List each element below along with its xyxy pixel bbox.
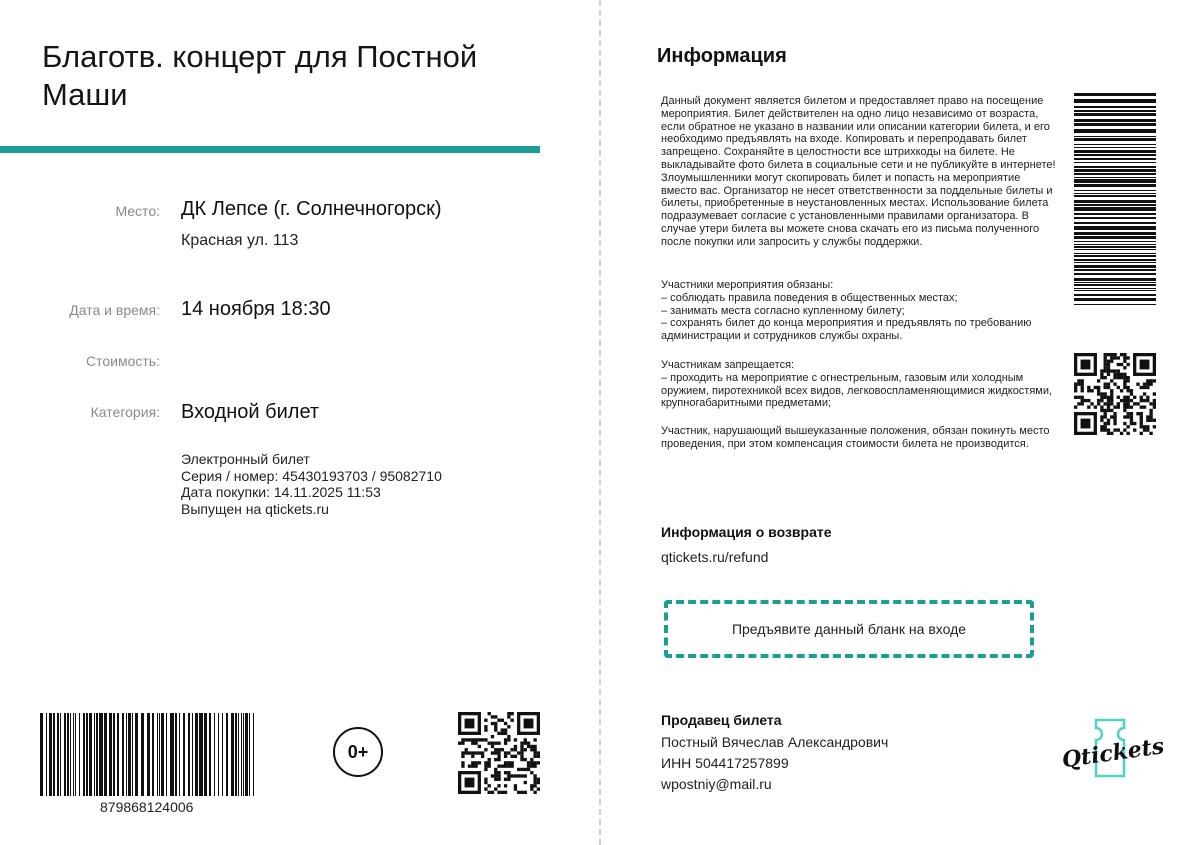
prohibited-heading: Участникам запрещается: (661, 359, 795, 371)
perforation-divider (599, 0, 601, 845)
datetime-label: Дата и время: (69, 302, 160, 318)
barcode-number: 879868124006 (100, 799, 194, 815)
ticket-meta (181, 451, 442, 517)
issued-by: Выпущен на qtickets.ru (181, 500, 329, 517)
seller-inn: ИНН 504417257899 (661, 755, 789, 771)
category-label: Категория: (90, 404, 160, 420)
duties-heading: Участники мероприятия обязаны: (661, 279, 834, 291)
refund-link[interactable]: qtickets.ru/refund (661, 549, 769, 565)
duty-item: – сохранять билет до конца мероприятия и предъявлять по требованию администрации и сотрудников службы охраны. (661, 317, 1032, 343)
qtickets-logo (1060, 716, 1170, 796)
info-paragraph: Данный документ является билетом и предоставляет право на посещение мероприятия. Билет действителен на одно лицо независимо от возраста, если обратное не указано в названии или описании категории билета, и его необходимо предъявлять на входе. Копировать и перепродавать билет запрещено. Сохраняйте в целостности все штрихкоды на билете. Не выкладывайте фото билета в социальные сети и не публикуйте в интернете! Злоумышленники могут скопировать билет и попасть на мероприятие вместо вас. Организатор не несет ответственности за поддельные билеты и билеты, приобретенные в неустановленных местах. Использование билета подразумевает согласие с установленными правилами организатора. В случае утери билета вы можете снова скачать его из письма полученного после покупки или запросить у службы поддержки. (661, 95, 1056, 248)
info-heading: Информация (657, 45, 787, 67)
seller-email[interactable]: wpostniy@mail.ru (661, 776, 772, 792)
seller-name: Постный Вячеслав Александрович (661, 734, 889, 750)
barcode-icon (40, 713, 254, 796)
qr-code-icon (1074, 353, 1156, 435)
prohibited-block (661, 359, 1056, 410)
barcode-icon (1074, 93, 1156, 305)
present-notice: Предъявите данный бланк на входе (731, 621, 967, 637)
event-title: Благотв. концерт для Постной Маши (42, 39, 478, 112)
price-label: Стоимость: (86, 353, 160, 369)
accent-line (0, 146, 540, 153)
place-label: Место: (115, 203, 160, 219)
purchase-date: Дата покупки: 14.11.2025 11:53 (181, 484, 381, 500)
ticket-series: Серия / номер: 45430193703 / 95082710 (181, 467, 442, 484)
seller-heading: Продавец билета (661, 712, 782, 728)
ticket-type: Электронный билет (181, 451, 310, 467)
qr-code-icon (458, 712, 540, 794)
duties-block (661, 279, 1056, 343)
age-rating-badge: 0+ (333, 727, 383, 777)
address: Красная ул. 113 (181, 232, 299, 249)
place-value: ДК Лепсе (г. Солнечногорск) (181, 198, 442, 220)
duty-item: – занимать места согласно купленному билету; (661, 304, 905, 317)
logo-text: Qtickets (1060, 733, 1166, 774)
refund-heading: Информация о возврате (661, 524, 832, 540)
prohibited-item: – проходить на мероприятие с огнестрельным, газовым или холодным оружием, пиротехникой всех видов, легковоспламеняющимися жидкостями, крупногабаритными предметами; (661, 371, 1053, 410)
datetime-value: 14 ноября 18:30 (181, 298, 331, 320)
violation-text: Участник, нарушающий вышеуказанные положения, обязан покинуть место проведения, при этом компенсация стоимости билета не производится. (661, 425, 1050, 450)
duty-item: – соблюдать правила поведения в общественных местах; (661, 291, 958, 304)
category-value: Входной билет (181, 401, 320, 423)
present-notice-box (664, 600, 1034, 658)
